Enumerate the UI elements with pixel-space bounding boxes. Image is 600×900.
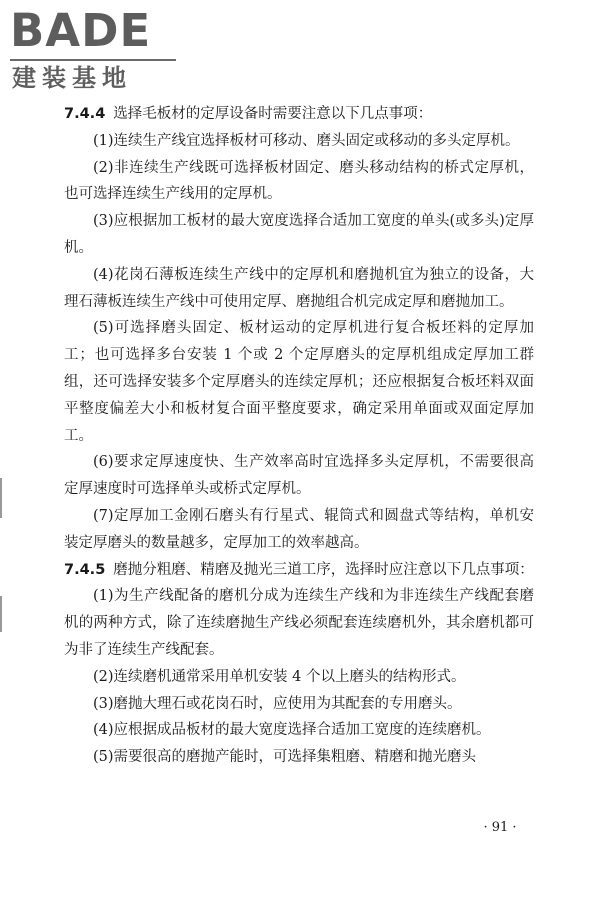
- list-item: (6)要求定厚速度快、生产效率高时宜选择多头定厚机，不需要很高定厚速度时可选择单头或桥式定厚机。: [64, 454, 534, 498]
- list-item: (2)非连续生产线既可选择板材固定、磨头移动结构的桥式定厚机，也可选择连续生产线用的定厚机。: [64, 159, 534, 203]
- logo-subtitle: 建装基地: [12, 64, 132, 92]
- list-item: (5)需要很高的磨抛产能时，可选择集粗磨、精磨和抛光磨头: [93, 749, 477, 766]
- logo-wordmark: BADE: [10, 4, 152, 57]
- logo: [10, 6, 180, 90]
- list-item: (7)定厚加工金刚石磨头有行星式、辊筒式和圆盘式等结构，单机安装定厚磨头的数量越多，定厚加工的效率越高。: [64, 507, 534, 551]
- section-heading: [64, 557, 534, 584]
- list-item: (5)可选择磨头固定、板材运动的定厚机进行复合板坯料的定厚加工；也可选择多台安装 1 个或 2 个定厚磨头的定厚机组成定厚加工群组，还可选择安装多个定厚磨头的连续定厚机；还应根据复合板坯料双面平整度偏差大小和板材复合面平整度要求，确定采用单面或双面定厚加工。: [64, 320, 534, 444]
- list-item: (1)为生产线配备的磨机分成为连续生产线和为非连续生产线配套磨机的两种方式，除了连续磨抛生产线必须配套连续磨机外，其余磨机都可为非了连续生产线配套。: [64, 588, 534, 658]
- section-heading: [64, 101, 534, 128]
- logo-rule: [10, 59, 176, 61]
- list-item: (4)花岗石薄板连续生产线中的定厚机和磨抛机宜为独立的设备，大理石薄板连续生产线中可使用定厚、磨抛组合机完成定厚和磨抛加工。: [64, 266, 534, 310]
- list-item: (2)连续磨机通常采用单机安装 4 个以上磨头的结构形式。: [93, 668, 466, 685]
- list-item: (3)磨抛大理石或花岗石时，应使用为其配套的专用磨头。: [93, 695, 462, 712]
- list-item: (4)应根据成品板材的最大宽度选择合适加工宽度的连续磨机。: [93, 722, 491, 739]
- section-number: 7.4.5: [64, 561, 106, 578]
- list-item: (3)应根据加工板材的最大宽度选择合适加工宽度的单头(或多头)定厚机。: [64, 213, 534, 256]
- section-title: 磨抛分粗磨、精磨及抛光三道工序，选择时应注意以下几点事项：: [113, 561, 534, 578]
- section-number: 7.4.4: [64, 106, 106, 122]
- scan-edge-mark: [0, 478, 2, 518]
- page-body: [64, 101, 534, 771]
- page-number: · 91 ·: [483, 820, 517, 835]
- scan-edge-mark: [0, 596, 2, 632]
- list-item: (1)连续生产线宜选择板材可移动、磨头固定或移动的多头定厚机。: [93, 132, 520, 149]
- section-title: 选择毛板材的定厚设备时需要注意以下几点事项：: [113, 106, 433, 122]
